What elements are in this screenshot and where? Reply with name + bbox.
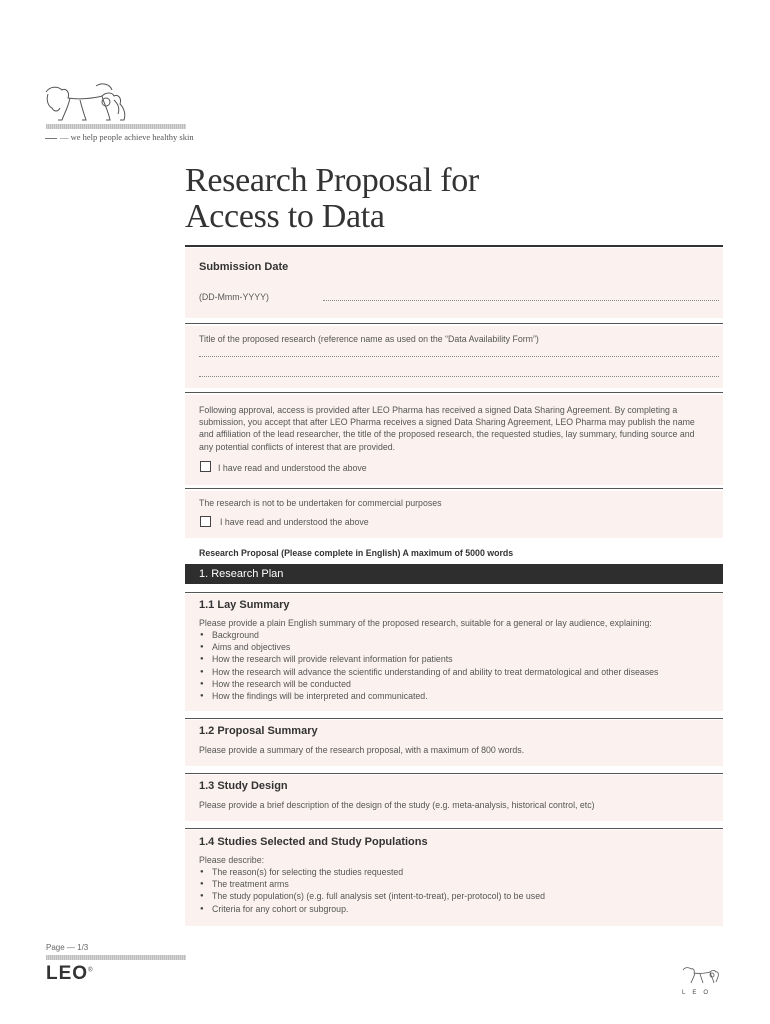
submission-date-label: Submission Date xyxy=(199,261,289,273)
list-item: ● The reason(s) for selecting the studies requested xyxy=(199,866,714,878)
page-number: Page — 1/3 xyxy=(46,943,89,952)
list-item: ● How the research will provide relevant information for patients xyxy=(199,653,714,665)
study-design-title: 1.3 Study Design xyxy=(199,780,288,792)
list-item: ● Aims and objectives xyxy=(199,641,714,653)
leo-wordmark-text: LEO xyxy=(46,963,89,984)
submission-date-panel xyxy=(185,248,723,318)
divider xyxy=(185,323,723,324)
title-line-2: Access to Data xyxy=(185,198,385,235)
section-header-research-plan xyxy=(185,564,723,584)
proposed-title-panel xyxy=(185,326,723,388)
leo-wordmark xyxy=(46,963,93,985)
lay-summary-intro: Please provide a plain English summary of the proposed research, suitable for a general or lay audience, explaining: xyxy=(199,618,652,628)
approval-text: Following approval, access is provided after LEO Pharma has received a signed Data Sharing Agreement. By completing a submission, you accept that after LEO Pharma receives a signed Data Sharing Agreement, LEO Pharma may publish the name and affiliation of the lead researcher, the title of the proposed research, the requested studies, lay summary, funding source and any potential conflicts of interest that are provided. xyxy=(199,405,695,452)
lay-summary-panel xyxy=(185,594,723,711)
divider xyxy=(185,592,723,593)
tagline: — we help people achieve healthy skin xyxy=(60,132,194,142)
list-item: ● How the research will advance the scientific understanding of and ability to treat dermatological and other diseases xyxy=(199,666,714,678)
commercial-checkbox-label: I have read and understood the above xyxy=(220,517,369,527)
studies-selected-intro: Please describe: xyxy=(199,855,265,865)
submission-date-format: (DD-Mmm-YYYY) xyxy=(199,292,269,302)
list-item: ● The treatment arms xyxy=(199,878,714,890)
approval-panel xyxy=(185,395,723,485)
study-design-text: Please provide a brief description of the design of the study (e.g. meta-analysis, historical control, etc) xyxy=(199,800,595,810)
list-item: ● Criteria for any cohort or subgroup. xyxy=(199,903,714,915)
commercial-panel xyxy=(185,491,723,538)
studies-selected-panel xyxy=(185,830,723,926)
decorative-bar-bottom xyxy=(46,955,186,960)
commercial-checkbox[interactable] xyxy=(200,516,211,527)
decorative-bar-top xyxy=(46,124,186,129)
proposal-note: Research Proposal (Please complete in English) A maximum of 5000 words xyxy=(199,548,514,558)
list-item: ● Background xyxy=(199,629,714,641)
studies-selected-list xyxy=(199,866,714,915)
lay-summary-title: 1.1 Lay Summary xyxy=(199,599,290,611)
section-header-label: 1. Research Plan xyxy=(199,568,284,580)
proposal-summary-text: Please provide a summary of the research proposal, with a maximum of 800 words. xyxy=(199,745,525,755)
study-design-panel xyxy=(185,775,723,821)
divider xyxy=(185,828,723,829)
approval-checkbox-label: I have read and understood the above xyxy=(218,463,367,473)
tagline-dash xyxy=(45,138,57,139)
divider xyxy=(185,718,723,719)
commercial-text: The research is not to be undertaken for commercial purposes xyxy=(199,498,442,508)
studies-selected-title: 1.4 Studies Selected and Study Populations xyxy=(199,836,428,848)
proposed-title-field-line-2[interactable] xyxy=(199,376,719,377)
divider xyxy=(185,488,723,489)
leo-lion-logo-small xyxy=(680,962,720,992)
page-title xyxy=(185,163,479,235)
divider xyxy=(185,773,723,774)
lay-summary-list xyxy=(199,629,714,702)
leo-small-text: LEO xyxy=(682,990,716,996)
list-item: ● The study population(s) (e.g. full analysis set (intent-to-treat), per-protocol) to be used xyxy=(199,890,714,902)
title-divider xyxy=(185,245,723,247)
proposal-summary-panel xyxy=(185,720,723,766)
proposed-title-label: Title of the proposed research (reference name as used on the “Data Availability Form”) xyxy=(199,334,539,344)
registered-mark: ® xyxy=(88,967,94,974)
proposed-title-field-line-1[interactable] xyxy=(199,356,719,357)
proposal-summary-title: 1.2 Proposal Summary xyxy=(199,725,318,737)
list-item: ● How the research will be conducted xyxy=(199,678,714,690)
title-line-1: Research Proposal for xyxy=(185,162,479,199)
submission-date-field[interactable] xyxy=(323,300,719,301)
list-item: ● How the findings will be interpreted and communicated. xyxy=(199,690,714,702)
approval-checkbox[interactable] xyxy=(200,461,211,472)
divider xyxy=(185,392,723,393)
